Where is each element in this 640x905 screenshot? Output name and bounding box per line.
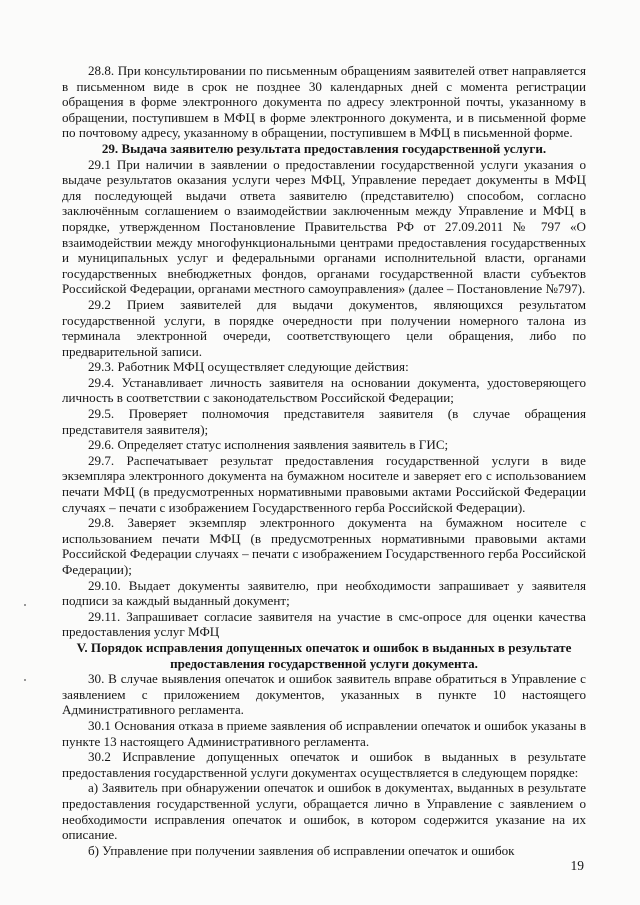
document-body — [62, 63, 586, 858]
heading-section-29: 29. Выдача заявителю результата предоставления государственной услуги. — [101, 140, 547, 156]
paragraph-30: 30. В случае выявления опечаток и ошибок заявитель вправе обратиться в Управление с заявлением с приложением документов, указанных в пункте 10 настоящего Административного регламента. — [62, 671, 586, 718]
heading-section-v: V. Порядок исправления допущенных опечаток и ошибок в выданных в результате предоставления государственной услуги документа. — [76, 639, 572, 671]
paragraph-29-10: 29.10. Выдает документы заявителю, при необходимости запрашивает у заявителя подписи за каждый выданный документ; — [62, 577, 586, 609]
paragraph-29-4: 29.4. Устанавливает личность заявителя на основании документа, удостоверяющего личность в соответствии с законодательством Российской Федерации; — [62, 374, 586, 406]
paragraph-28-8: 28.8. При консультировании по письменным обращениям заявителей ответ направляется в письменном виде в срок не позднее 30 календарных дней с момента регистрации обращения в форме электронного документа по адресу электронной почты, указанному в обращении, поступившем в МФЦ в форме электронного документа, и в письменной форме по почтовому адресу, указанному в обращении, поступившем в МФЦ в письменной форме. — [62, 63, 586, 141]
paragraph-29-6: 29.6. Определяет статус исполнения заявления заявитель в ГИС; — [88, 437, 449, 453]
paragraph-29-8: 29.8. Заверяет экземпляр электронного документа на бумажном носителе с использованием печати МФЦ (в предусмотренных нормативными правовыми актами Российской Федерации случаях – печати с изображением Государственного герба Российской Федерации); — [62, 515, 586, 577]
paragraph-29-5: 29.5. Проверяет полномочия представителя заявителя (в случае обращения представителя заявителя); — [62, 406, 586, 437]
paragraph-30-2: 30.2 Исправление допущенных опечаток и ошибок в выданных в результате предоставления государственной услуги документах осуществляется в следующем порядке: — [62, 749, 586, 780]
page-number: 19 — [570, 858, 584, 873]
scan-speck — [24, 604, 26, 606]
paragraph-30-2-a: а) Заявитель при обнаружении опечаток и ошибок в документах, выданных в результате предоставления государственной услуги, обращается лично в Управление с заявлением о необходимости исправления опечаток и ошибок, в котором содержится указание на их описание. — [62, 780, 586, 843]
paragraph-30-2-b: б) Управление при получении заявления об исправлении опечаток и ошибок — [88, 842, 515, 858]
paragraph-29-1: 29.1 При наличии в заявлении о предоставлении государственной услуги указания о выдаче результатов оказания услуги через МФЦ, Управление передает документы в МФЦ для последующей выдачи ответа заявителю (представителю) способом, согласно заключённым соглашением о взаимодействии заключенным между Управление и МФЦ в порядке, утвержденном Постановление Правительства РФ от 27.09.2011 № 797 «О взаимодействии между многофункциональными центрами предоставления государственных и муниципальных услуг и федеральными органами исполнительной власти, органами государственных внебюджетных фондов, органами государственной власти субъектов Российской Федерации, органами местного самоуправления» (далее – Постановление №797). — [62, 156, 586, 297]
paragraph-29-2: 29.2 Прием заявителей для выдачи документов, являющихся результатом государственной услуги, в порядке очередности при получении номерного талона из терминала электронной очереди, соответствующего цели обращения, либо по предварительной записи. — [62, 296, 586, 359]
paragraph-29-7: 29.7. Распечатывает результат предоставления государственной услуги в виде экземпляра электронного документа на бумажном носителе и заверяет его с использованием печати МФЦ (в предусмотренных нормативными правовыми актами Российской Федерации случаях – печати с изображением Государственного герба Российской Федерации). — [62, 452, 586, 515]
paragraph-29-11: 29.11. Запрашивает согласие заявителя на участие в смс-опросе для оценки качества предоставления услуг МФЦ — [62, 608, 586, 640]
scan-speck — [24, 679, 26, 681]
paragraph-30-1: 30.1 Основания отказа в приеме заявления об исправлении опечаток и ошибок указаны в пункте 13 настоящего Административного регламента. — [62, 717, 586, 749]
paragraph-29-3: 29.3. Работник МФЦ осуществляет следующие действия: — [88, 359, 409, 375]
